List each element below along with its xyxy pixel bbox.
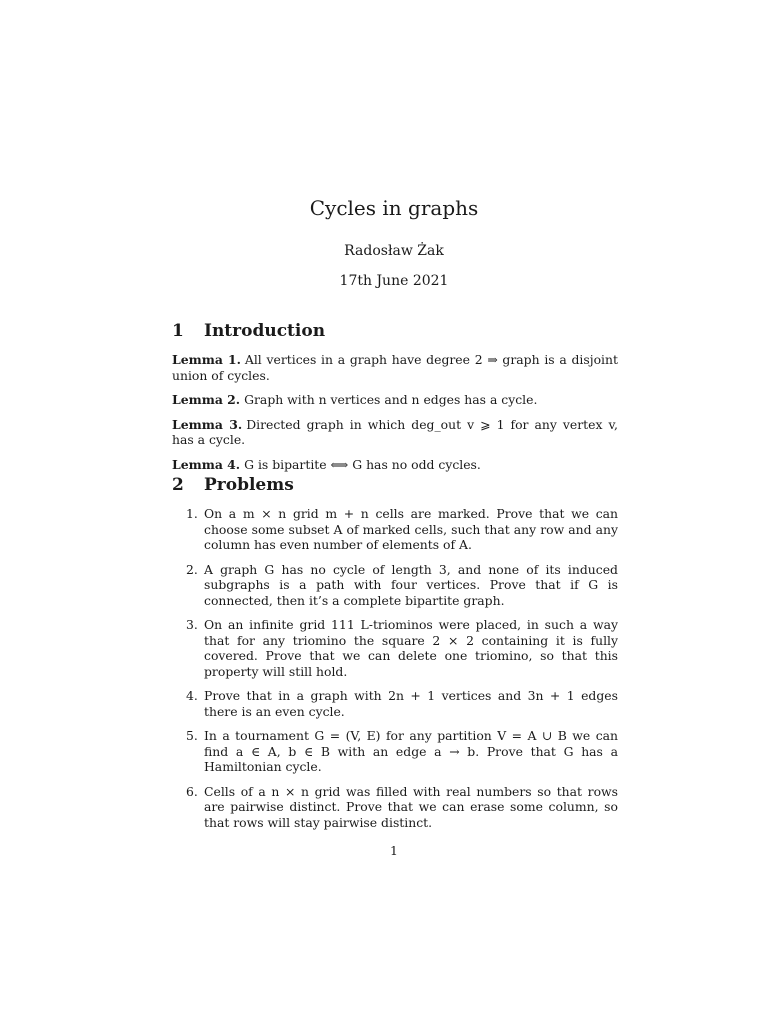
problem-text: On a m × n grid m + n cells are marked. Prove that we can choose some subset A of marked cells, such that any row and any column has even number of elements of A. (204, 506, 618, 552)
problem-number: 3. (186, 617, 198, 632)
section-number: 1 (172, 321, 184, 341)
problem-5 (172, 728, 618, 775)
lemma-label: Lemma 1. (172, 352, 241, 367)
problem-number: 6. (186, 783, 198, 799)
problem-number: 4. (186, 688, 198, 703)
problem-1 (172, 506, 618, 553)
section-heading-introduction (172, 321, 325, 341)
lemma-1 (172, 352, 618, 383)
lemma-label: Lemma 3. (172, 416, 243, 432)
problem-3 (172, 617, 618, 679)
lemma-4 (172, 457, 618, 473)
lemma-text: Directed graph in which deg_out v ⩾ 1 for any vertex v, has a cycle. (172, 416, 618, 447)
lemma-text: G is bipartite ⟺ G has no odd cycles. (244, 456, 481, 472)
problem-text: Cells of a n × n grid was filled with real numbers so that rows are pairwise distinct. Prove that we can erase some column, so that rows will stay pairwise distinct. (204, 783, 618, 830)
page-number: 1 (390, 843, 398, 858)
lemma-list (172, 352, 618, 481)
lemma-3 (172, 417, 618, 448)
problem-text: Prove that in a graph with 2n + 1 vertices and 3n + 1 edges there is an even cycle. (204, 688, 618, 719)
problem-number: 5. (186, 728, 198, 743)
document-title: Cycles in graphs (309, 196, 479, 220)
problem-text: In a tournament G = (V, E) for any partition V = A ∪ B we can find a ∈ A, b ∈ B with an edge a → b. Prove that G has a Hamiltonian cycle. (204, 728, 618, 774)
document-author: Radosław Żak (344, 243, 444, 259)
lemma-text: All vertices in a graph have degree 2 ⇒ graph is a disjoint union of cycles. (172, 352, 618, 383)
lemma-label: Lemma 2. (172, 392, 241, 407)
lemma-text: Graph with n vertices and n edges has a cycle. (244, 392, 538, 407)
section-heading-problems (172, 475, 294, 495)
problem-list (172, 506, 618, 839)
lemma-2 (172, 392, 618, 408)
problem-4 (172, 688, 618, 719)
section-title: Introduction (204, 321, 326, 341)
problem-number: 1. (186, 506, 198, 521)
problem-6 (172, 784, 618, 831)
problem-number: 2. (186, 561, 198, 577)
section-number: 2 (172, 475, 184, 495)
problem-text: A graph G has no cycle of length 3, and none of its induced subgraphs is a path with four vertices. Prove that if G is connected, then it’s a complete bipartite graph. (204, 561, 618, 608)
document-date: 17th June 2021 (339, 273, 449, 289)
problem-text: On an infinite grid 111 L-triominos were placed, in such a way that for any triomino the square 2 × 2 containing it is fully covered. Prove that we can delete one triomino, so that this property will still hold. (204, 617, 618, 679)
section-title: Problems (204, 475, 294, 495)
lemma-label: Lemma 4. (172, 456, 241, 472)
problem-2 (172, 562, 618, 609)
